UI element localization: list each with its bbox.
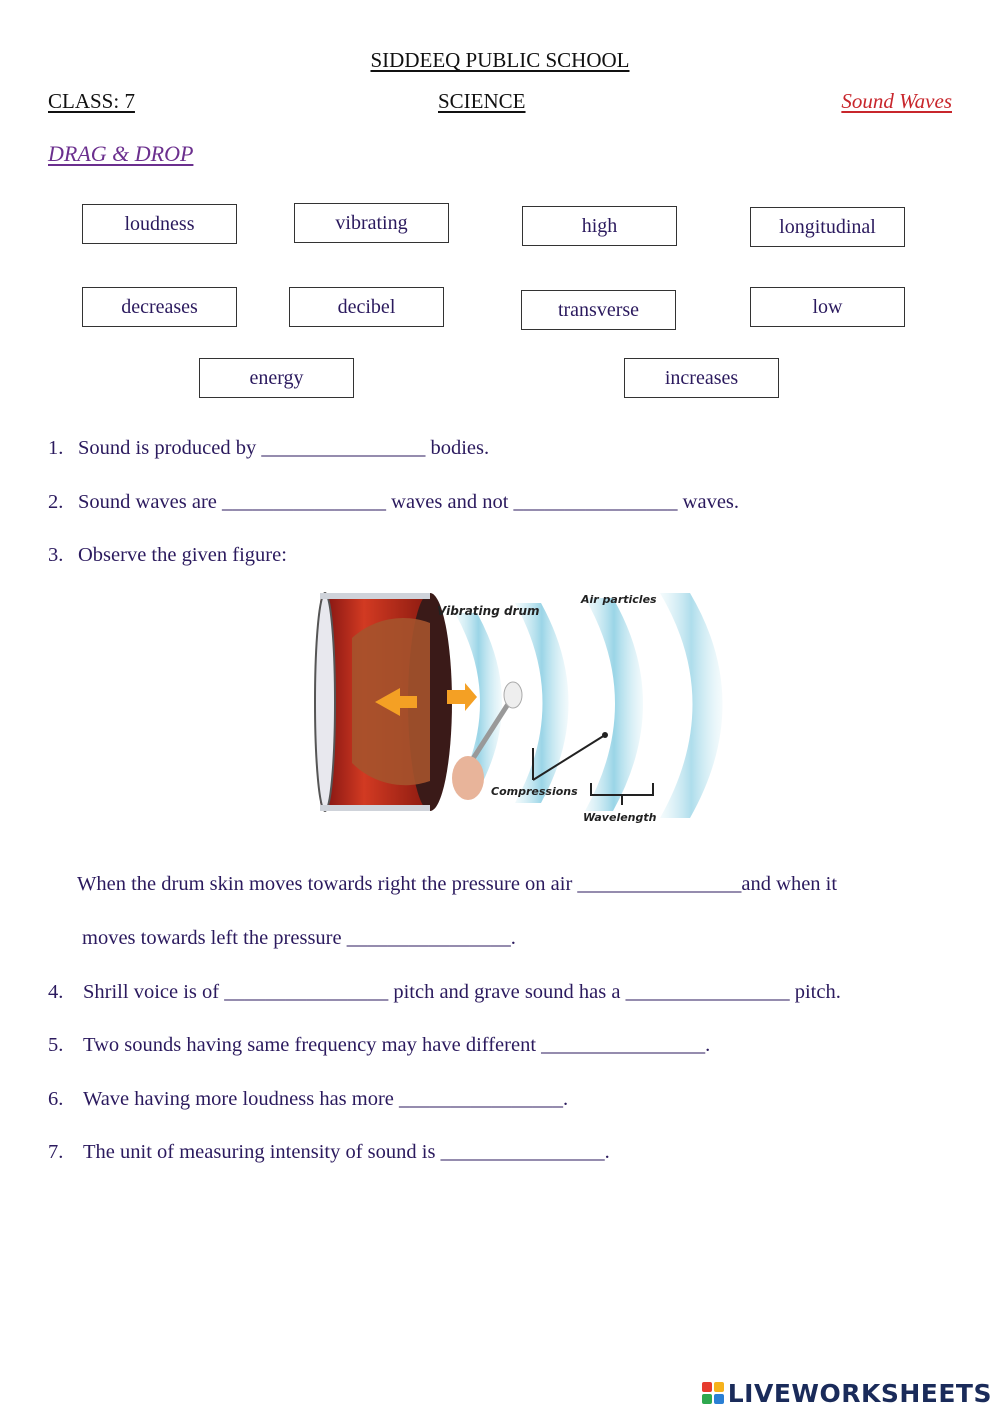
question-5: 5. Two sounds having same frequency may have different ________________. <box>48 1034 711 1056</box>
label-air-particles: Air particles <box>581 593 657 606</box>
question-3-text: Observe the given figure: <box>78 544 287 566</box>
question-6-text: Wave having more loudness has more ________________. <box>83 1088 569 1110</box>
question-3-line-1: When the drum skin moves towards right the pressure on air ________________and when it <box>77 873 838 895</box>
word-tile-high[interactable]: high <box>522 206 677 246</box>
question-1: 1. Sound is produced by ________________ bodies. <box>48 437 490 459</box>
liveworksheets-logo[interactable] <box>702 1379 992 1407</box>
question-4: 4. Shrill voice is of ________________ pitch and grave sound has a ________________ pitch. <box>48 981 841 1003</box>
drum-icon <box>315 593 452 811</box>
question-3-line-2: moves towards left the pressure ________________. <box>82 927 516 949</box>
word-tile-vibrating[interactable]: vibrating <box>294 203 449 243</box>
word-tile-decibel[interactable]: decibel <box>289 287 444 327</box>
question-2: 2. Sound waves are ________________ waves and not ________________ waves. <box>48 491 740 513</box>
word-tile-energy[interactable]: energy <box>199 358 354 398</box>
question-7: 7. The unit of measuring intensity of sound is ________________. <box>48 1141 610 1163</box>
question-2-text: Sound waves are ________________ waves and not ________________ waves. <box>78 491 740 513</box>
footer-brand: LIVEWORKSHEETS <box>727 1378 992 1408</box>
drum-sound-wave-figure <box>305 583 785 833</box>
question-6: 6. Wave having more loudness has more ________________. <box>48 1088 569 1110</box>
logo-grid-icon <box>702 1382 724 1404</box>
label-vibrating-drum: Vibrating drum <box>437 604 540 618</box>
topic-label: Sound Waves <box>841 89 952 113</box>
question-3: 3. Observe the given figure: <box>48 544 287 566</box>
word-tile-increases[interactable]: increases <box>624 358 779 398</box>
subject-label: SCIENCE <box>438 89 526 113</box>
class-label: CLASS: 7 <box>48 89 135 113</box>
word-tile-low[interactable]: low <box>750 287 905 327</box>
school-name: SIDDEEQ PUBLIC SCHOOL <box>370 48 630 72</box>
word-tile-decreases[interactable]: decreases <box>82 287 237 327</box>
word-tile-longitudinal[interactable]: longitudinal <box>750 207 905 247</box>
label-wavelength: Wavelength <box>583 811 657 824</box>
label-compressions: Compressions <box>491 785 578 798</box>
word-tile-transverse[interactable]: transverse <box>521 290 676 330</box>
question-7-text: The unit of measuring intensity of sound is ________________. <box>83 1141 610 1163</box>
instruction-heading: DRAG & DROP <box>48 141 194 166</box>
question-4-text: Shrill voice is of ________________ pitch and grave sound has a ________________ pitch. <box>83 981 841 1003</box>
word-tile-loudness[interactable]: loudness <box>82 204 237 244</box>
question-1-text: Sound is produced by ________________ bodies. <box>78 437 490 459</box>
question-5-text: Two sounds having same frequency may have different ________________. <box>83 1034 711 1056</box>
